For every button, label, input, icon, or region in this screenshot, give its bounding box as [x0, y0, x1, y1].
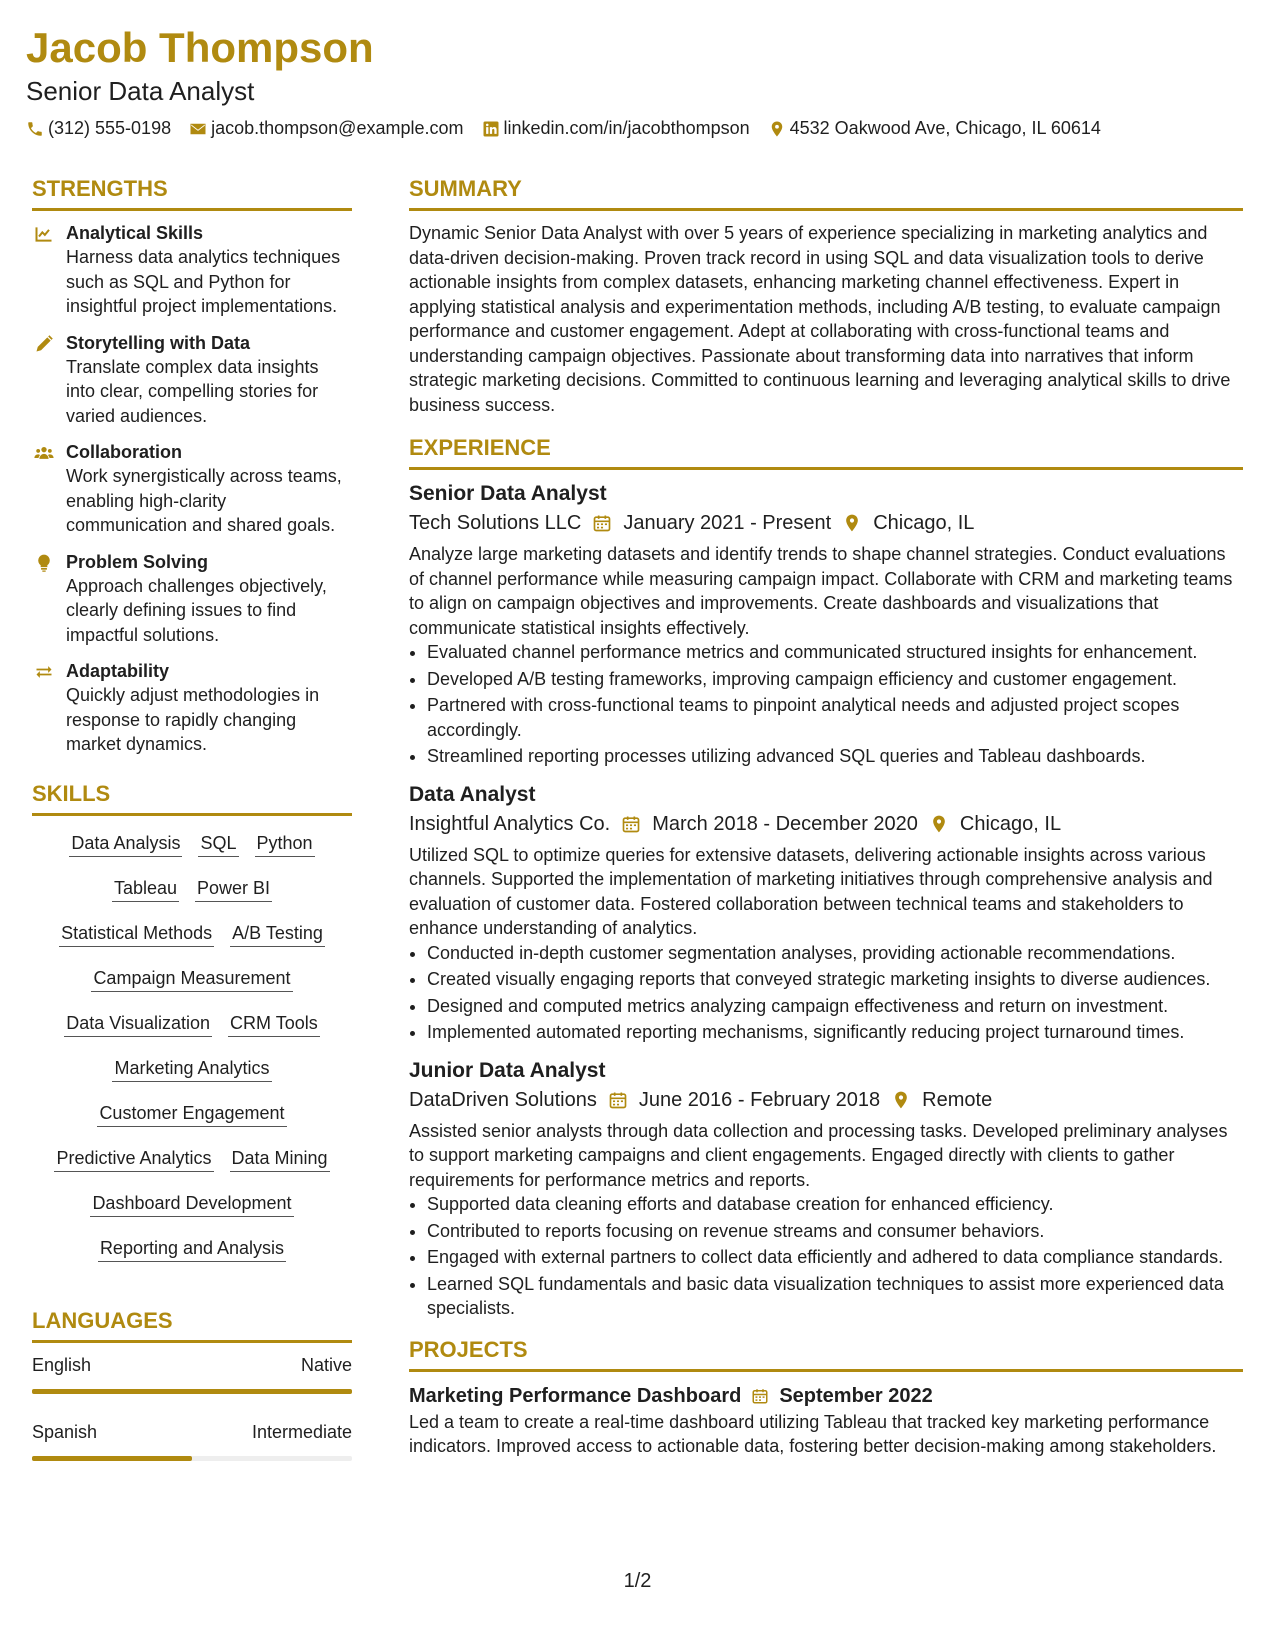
resume-header — [26, 22, 1235, 139]
language-level: Native — [300, 1354, 352, 1375]
right-column — [409, 176, 1243, 1459]
skill-tag: Statistical Methods — [59, 920, 214, 947]
language-name: English — [32, 1354, 92, 1375]
lightbulb-icon — [32, 552, 56, 574]
map-pin-icon — [841, 512, 863, 534]
phone-icon — [26, 120, 44, 138]
job-bullet: • Conducted in-depth customer segmentation analyses, providing actionable recommendations. — [427, 941, 1243, 966]
candidate-name: Jacob Thompson — [26, 24, 374, 71]
job-bullet: • Partnered with cross-functional teams to pinpoint analytical needs and adjusted project scopes accordingly. — [427, 693, 1243, 742]
skill-tag: Data Analysis — [69, 830, 182, 857]
job-dates: January 2021 - Present — [623, 512, 832, 534]
job-dates: June 2016 - February 2018 — [638, 1088, 881, 1111]
summary-heading: SUMMARY — [409, 176, 1243, 211]
strength-desc: Approach challenges objectively, clearly defining issues to find impactful solutions. — [66, 575, 327, 645]
calendar-icon — [751, 1387, 769, 1405]
language-level-fill — [32, 1389, 352, 1394]
job-location: Chicago, IL — [873, 512, 975, 534]
languages-list — [32, 1353, 352, 1461]
page-number: 1/2 — [623, 1570, 652, 1592]
skill-tag: SQL — [198, 830, 238, 857]
strength-title: Analytical Skills — [66, 223, 204, 243]
languages-heading: LANGUAGES — [32, 1308, 352, 1343]
project-description: Led a team to create a real-time dashboard utilizing Tableau that tracked key marketing performance indicators. Improved access to actionable data, fostering better decision-making among stakeholders. — [409, 1411, 1217, 1456]
job-description: Analyze large marketing datasets and identify trends to shape channel strategies. Conduct evaluations of channel performance while measuring campaign impact. Collaborate with CRM and marketing teams to align on campaign objectives and improvements. Create dashboards and visualizations that communicate statistical insights effectively. — [409, 544, 1233, 638]
skill-tag: Reporting and Analysis — [98, 1235, 286, 1262]
skill-tag: Marketing Analytics — [112, 1055, 271, 1082]
language-level-bar — [32, 1456, 352, 1461]
skill-tag: Python — [255, 830, 315, 857]
job-bullet: • Implemented automated reporting mechanisms, significantly reducing project turnaround times. — [427, 1020, 1243, 1045]
job-title: Data Analyst — [409, 782, 536, 806]
contact-linkedin[interactable] — [482, 118, 750, 139]
map-pin-icon — [928, 813, 950, 835]
job-bullets — [409, 941, 1243, 1045]
contact-bar — [26, 118, 1235, 139]
job-entry — [409, 480, 1243, 769]
skill-tag: Customer Engagement — [97, 1100, 286, 1127]
strength-desc: Quickly adjust methodologies in response to rapidly changing market dynamics. — [66, 685, 320, 754]
job-bullet: • Contributed to reports focusing on revenue streams and consumer behaviors. — [427, 1219, 1243, 1244]
contact-address — [768, 118, 1101, 139]
job-bullet: • Created visually engaging reports that conveyed strategic marketing insights to diverse audiences. — [427, 967, 1243, 992]
pencil-icon — [32, 333, 56, 355]
job-bullets — [409, 640, 1243, 769]
strength-item — [32, 440, 352, 538]
language-level: Intermediate — [251, 1421, 352, 1442]
job-description: Assisted senior analysts through data collection and processing tasks. Developed preliminary analyses to support marketing campaigns and client engagements. Engaged directly with clients to gather requirements for performance metrics and reports. — [409, 1120, 1228, 1190]
job-location: Chicago, IL — [959, 812, 1062, 835]
left-column — [32, 176, 352, 1487]
skills-heading: SKILLS — [32, 781, 352, 816]
job-bullets — [409, 1192, 1243, 1321]
skill-tag: Data Mining — [230, 1145, 330, 1172]
contact-email-text: jacob.thompson@example.com — [211, 118, 464, 138]
calendar-icon — [591, 512, 613, 534]
job-title: Junior Data Analyst — [409, 1058, 606, 1082]
strength-desc: Harness data analytics techniques such as SQL and Python for insightful project implementations. — [66, 247, 341, 316]
strength-item — [32, 331, 352, 429]
job-meta — [409, 809, 1243, 839]
calendar-icon — [620, 813, 642, 835]
strength-title: Collaboration — [66, 442, 182, 462]
map-pin-icon — [768, 120, 786, 138]
job-title: Senior Data Analyst — [409, 482, 607, 505]
skill-tag: Power BI — [195, 875, 272, 902]
project-header — [409, 1382, 1243, 1410]
strength-item — [32, 659, 352, 757]
contact-email[interactable] — [189, 118, 463, 139]
strength-title: Adaptability — [66, 661, 170, 681]
project-entry — [409, 1382, 1243, 1459]
calendar-icon — [607, 1089, 629, 1111]
job-company: Insightful Analytics Co. — [409, 812, 611, 835]
job-meta — [409, 1085, 1243, 1115]
summary-text: Dynamic Senior Data Analyst with over 5 years of experience specializing in marketing analytics and data-driven decision-making. Proven track record in using SQL and data visualization tools to derive actionable insights from complex datasets, enhancing marketing channel effectiveness. Expert in applying statistical analysis and experimentation methods, including A/B testing, to evaluate campaign performance and customer engagement. Adept at collaborating with cross-functional teams and understanding campaign objectives. Passionate about transforming data into narratives that inform strategic marketing decisions. Committed to continuous learning and leveraging analytical skills to drive business success. — [409, 223, 1231, 415]
contact-linkedin-text: linkedin.com/in/jacobthompson — [503, 118, 750, 138]
linkedin-icon — [482, 120, 500, 138]
experience-heading: EXPERIENCE — [409, 435, 1243, 470]
job-bullet: • Evaluated channel performance metrics and communicated structured insights for enhancement. — [427, 640, 1243, 665]
job-bullet: • Developed A/B testing frameworks, improving campaign efficiency and customer engagement. — [427, 667, 1243, 692]
job-bullet: • Supported data cleaning efforts and database creation for enhanced efficiency. — [427, 1192, 1243, 1217]
skill-tag: A/B Testing — [230, 920, 325, 947]
project-title: Marketing Performance Dashboard — [409, 1384, 742, 1407]
strength-item — [32, 550, 352, 648]
envelope-icon — [189, 120, 207, 138]
language-level-fill — [32, 1456, 192, 1461]
job-company: Tech Solutions LLC — [409, 512, 582, 534]
projects-heading: PROJECTS — [409, 1337, 1243, 1372]
job-location: Remote — [922, 1088, 993, 1111]
job-bullet: • Engaged with external partners to collect data efficiently and adhered to data compliance standards. — [427, 1245, 1243, 1270]
arrows-exchange-icon — [32, 661, 56, 683]
job-company: DataDriven Solutions — [409, 1088, 597, 1111]
contact-address-text: 4532 Oakwood Ave, Chicago, IL 60614 — [789, 118, 1101, 138]
users-icon — [32, 442, 56, 464]
job-description: Utilized SQL to optimize queries for extensive datasets, delivering actionable insights across various channels. Supported the implementation of marketing initiatives through comprehensive analysis and evaluation of customer data. Fostered collaboration between technical teams and stakeholders to enhance understanding of analytics. — [409, 844, 1213, 938]
strength-title: Storytelling with Data — [66, 332, 251, 353]
job-bullet: • Designed and computed metrics analyzing campaign effectiveness and return on investment. — [427, 994, 1243, 1019]
skill-tag: Tableau — [112, 875, 179, 902]
job-dates: March 2018 - December 2020 — [652, 812, 918, 835]
skill-tag: CRM Tools — [228, 1010, 320, 1037]
skill-tag: Dashboard Development — [90, 1190, 293, 1217]
job-bullet: • Learned SQL fundamentals and basic data visualization techniques to assist more experienced data specialists. — [427, 1272, 1243, 1321]
project-date: September 2022 — [779, 1384, 933, 1407]
skills-list — [32, 826, 352, 1280]
strength-item — [32, 221, 352, 319]
line-chart-icon — [32, 223, 56, 245]
language-item — [32, 1353, 352, 1377]
job-meta — [409, 508, 1243, 538]
strengths-heading: STRENGTHS — [32, 176, 352, 211]
language-name: Spanish — [32, 1421, 98, 1442]
contact-phone[interactable] — [26, 118, 171, 139]
skill-tag: Data Visualization — [64, 1010, 212, 1037]
strength-desc: Work synergistically across teams, enabling high-clarity communication and shared goals. — [66, 466, 342, 535]
contact-phone-text: (312) 555-0198 — [48, 118, 172, 138]
job-entry — [409, 1057, 1243, 1321]
skill-tag: Predictive Analytics — [54, 1145, 213, 1172]
candidate-title: Senior Data Analyst — [26, 76, 255, 106]
language-level-bar — [32, 1389, 352, 1394]
job-bullet: • Streamlined reporting processes utilizing advanced SQL queries and Tableau dashboards. — [427, 744, 1243, 769]
skill-tag: Campaign Measurement — [91, 965, 292, 992]
map-pin-icon — [890, 1089, 912, 1111]
language-item — [32, 1420, 352, 1444]
strength-title: Problem Solving — [66, 551, 209, 572]
job-entry — [409, 781, 1243, 1045]
strength-desc: Translate complex data insights into clear, compelling stories for varied audiences. — [66, 356, 319, 426]
